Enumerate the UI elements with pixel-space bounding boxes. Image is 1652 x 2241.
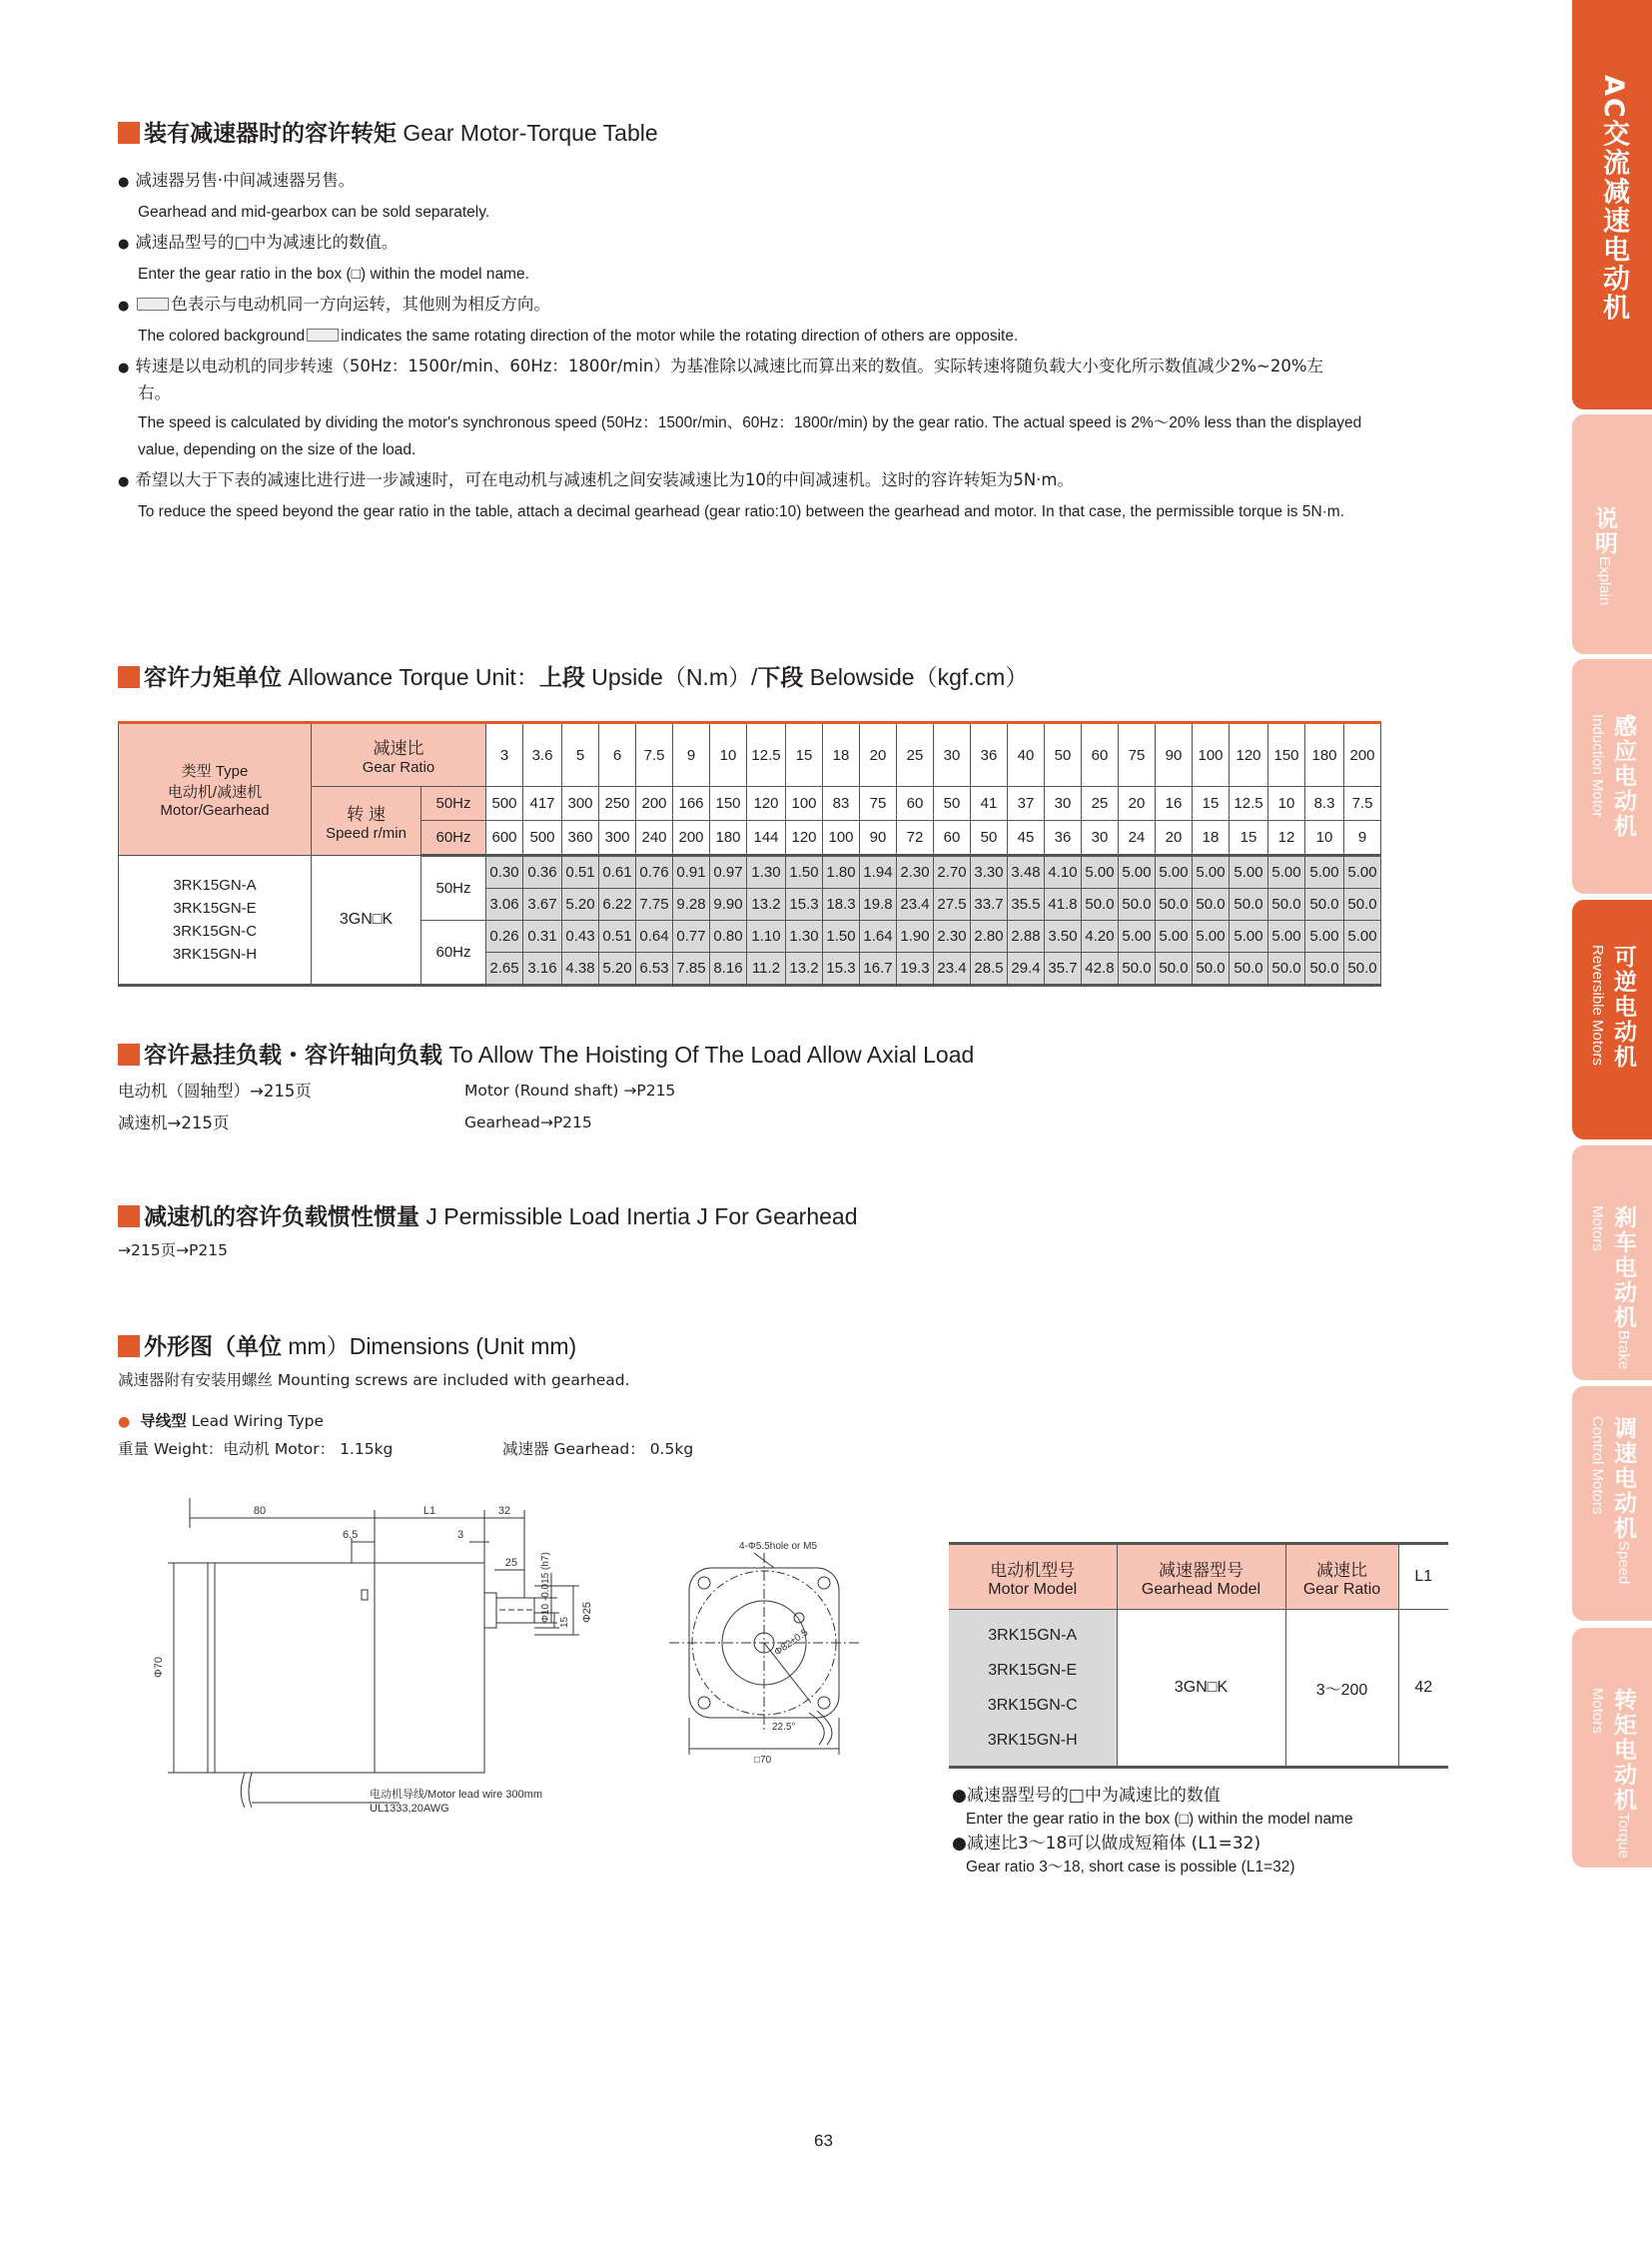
torque-cell: 3.67 [523, 889, 562, 921]
ratio-row [119, 723, 1381, 787]
dimensions-subtitle: 减速器附有安装用螺丝 Mounting screws are included with gearhead. [118, 1371, 630, 1389]
torque-cell: 23.4 [897, 889, 934, 921]
speed-50hz-cell: 15 [1193, 787, 1230, 821]
gear-ratio-cell: 25 [897, 723, 934, 787]
speed-50hz-cell: 37 [1008, 787, 1045, 821]
speed-50hz-cell: 120 [747, 787, 786, 821]
gear-ratio-cell: 120 [1230, 723, 1268, 787]
torque-cell: 5.00 [1156, 921, 1193, 953]
header-motor-model: 电动机型号 Motor Model [949, 1544, 1117, 1610]
front-view-drawing [649, 1533, 879, 1803]
speed-60hz-cell: 300 [599, 821, 636, 856]
speed-60hz-cell: 144 [747, 821, 786, 856]
torque-cell: 2.88 [1008, 921, 1045, 953]
torque-cell: 5.20 [562, 889, 599, 921]
speed-50hz-cell: 12.5 [1230, 787, 1268, 821]
torque-cell: 2.30 [934, 921, 971, 953]
gear-ratio-cell: 200 [1344, 723, 1381, 787]
pcd-label: Φ82±0.5 [772, 1627, 811, 1659]
torque-cell: 50.0 [1156, 889, 1193, 921]
torque-cell: 5.00 [1193, 856, 1230, 889]
speed-50hz-cell: 83 [823, 787, 860, 821]
speed-60hz-cell: 20 [1156, 821, 1193, 856]
side-tab-induction[interactable]: 感应电动机Induction Motor [1572, 659, 1652, 894]
model-note-2: ●减速比3～18可以做成短箱体 (L1=32) [952, 1834, 1261, 1854]
gearhead-model-value: 3GN□K [1117, 1610, 1285, 1768]
type-header: 类型 Type 电动机/减速机 Motor/Gearhead [119, 723, 312, 856]
speed-50hz-cell: 500 [486, 787, 523, 821]
inertia-ref: →215页→P215 [118, 1241, 228, 1259]
load-ref-1-zh: 电动机（圆轴型）→215页 [118, 1082, 312, 1101]
speed-50hz-cell: 25 [1082, 787, 1119, 821]
gear-ratio-cell: 7.5 [636, 723, 673, 787]
speed-60hz-cell: 50 [971, 821, 1008, 856]
torque-cell: 27.5 [934, 889, 971, 921]
dim-3: 3 [457, 1529, 464, 1541]
motor-model-list: 3RK15GN-A 3RK15GN-E 3RK15GN-C 3RK15GN-H [949, 1610, 1117, 1768]
note-4-zh-cont: 右。 [138, 383, 171, 402]
torque-cell: 50.0 [1230, 889, 1268, 921]
torque-cell: 2.80 [971, 921, 1008, 953]
torque-cell: 19.3 [897, 953, 934, 986]
note-4-en-cont: value, depending on the size of the load. [138, 441, 416, 458]
gear-ratio-cell: 5 [562, 723, 599, 787]
torque-cell: 50.0 [1268, 953, 1305, 986]
torque-cell: 2.70 [934, 856, 971, 889]
speed-60hz-cell: 15 [1230, 821, 1268, 856]
torque-cell: 0.43 [562, 921, 599, 953]
dim-phi25: Φ25 [581, 1601, 593, 1623]
speed-60hz-cell: 500 [523, 821, 562, 856]
motor-body [208, 1563, 375, 1773]
speed-60hz-cell: 90 [860, 821, 897, 856]
l1-value: 42 [1398, 1610, 1448, 1768]
gear-ratio-cell: 60 [1082, 723, 1119, 787]
dim-6-5: 6.5 [343, 1529, 359, 1541]
torque-cell: 50.0 [1305, 953, 1344, 986]
side-tab-reversible[interactable]: 可逆电动机Reversible Motors [1572, 900, 1652, 1139]
gear-ratio-cell: 15 [786, 723, 823, 787]
torque-cell: 0.61 [599, 856, 636, 889]
speed-50hz-cell: 200 [636, 787, 673, 821]
gearhead-body [375, 1563, 484, 1773]
torque-cell: 35.7 [1045, 953, 1082, 986]
gear-ratio-cell: 6 [599, 723, 636, 787]
torque-cell: 1.30 [786, 921, 823, 953]
torque-cell: 5.00 [1193, 921, 1230, 953]
torque-cell: 0.77 [673, 921, 710, 953]
speed-60hz-cell: 600 [486, 821, 523, 856]
speed-50hz-cell: 60 [897, 787, 934, 821]
note-1-en: Gearhead and mid-gearbox can be sold separately. [138, 204, 490, 221]
model-list: 3RK15GN-A 3RK15GN-E 3RK15GN-C 3RK15GN-H [119, 856, 312, 986]
hz50-label: 50Hz [421, 856, 486, 921]
torque-cell: 3.06 [486, 889, 523, 921]
note-3-en: The colored background indicates the same rotating direction of the motor while the rotating direction of others are opposite. [138, 328, 1019, 345]
speed-50hz-cell: 8.3 [1305, 787, 1344, 821]
torque-cell: 23.4 [934, 953, 971, 986]
section-marker [118, 1044, 140, 1066]
model-table-header [949, 1544, 1448, 1610]
torque-cell: 4.20 [1082, 921, 1119, 953]
torque-cell: 5.00 [1230, 921, 1268, 953]
section-title-torque: 装有减速器时的容许转矩 Gear Motor-Torque Table [118, 115, 658, 148]
torque-cell: 6.22 [599, 889, 636, 921]
torque-cell: 50.0 [1119, 953, 1156, 986]
torque-cell: 7.75 [636, 889, 673, 921]
speed50-label: 50Hz [421, 787, 486, 821]
speed60-label: 60Hz [421, 821, 486, 856]
gear-ratio-cell: 20 [860, 723, 897, 787]
torque-cell: 18.3 [823, 889, 860, 921]
section-title-load: 容许悬挂负载・容许轴向负载 To Allow The Hoisting Of The Load Allow Axial Load [118, 1037, 974, 1070]
torque-cell: 5.00 [1305, 921, 1344, 953]
speed-60hz-cell: 36 [1045, 821, 1082, 856]
torque-cell: 1.10 [747, 921, 786, 953]
gear-ratio-cell: 36 [971, 723, 1008, 787]
speed-50hz-cell: 20 [1119, 787, 1156, 821]
torque-cell: 1.50 [823, 921, 860, 953]
section-marker [118, 1335, 140, 1357]
torque-cell: 29.4 [1008, 953, 1045, 986]
torque-cell: 28.5 [971, 953, 1008, 986]
torque-cell: 5.00 [1268, 921, 1305, 953]
torque-table [118, 721, 1381, 987]
gear-ratio-cell: 90 [1156, 723, 1193, 787]
torque-cell: 5.00 [1119, 856, 1156, 889]
torque-cell: 0.51 [562, 856, 599, 889]
torque-cell: 4.38 [562, 953, 599, 986]
gear-ratio-cell: 3 [486, 723, 523, 787]
torque-cell: 13.2 [786, 953, 823, 986]
gear-ratio-cell: 10 [710, 723, 747, 787]
torque-cell: 11.2 [747, 953, 786, 986]
speed-50hz-cell: 16 [1156, 787, 1193, 821]
dim-phi70: Φ70 [153, 1656, 165, 1678]
speed-60hz-cell: 45 [1008, 821, 1045, 856]
section-marker [118, 122, 140, 144]
torque-cell: 5.00 [1344, 856, 1381, 889]
torque-cell: 0.26 [486, 921, 523, 953]
torque-cell: 4.10 [1045, 856, 1082, 889]
color-swatch [137, 298, 169, 311]
weight-gearhead: 减速器 Gearhead： 0.5kg [502, 1440, 694, 1458]
torque-cell: 3.30 [971, 856, 1008, 889]
gear-ratio-cell: 12.5 [747, 723, 786, 787]
side-view-drawing [140, 1498, 619, 1815]
speed-50hz-cell: 166 [673, 787, 710, 821]
torque-cell: 2.65 [486, 953, 523, 986]
torque-cell: 15.3 [786, 889, 823, 921]
weight-motor: 重量 Weight：电动机 Motor： 1.15kg [118, 1440, 394, 1458]
square-70-label: □70 [754, 1755, 772, 1766]
note-2-en: Enter the gear ratio in the box (□) within the model name. [138, 266, 529, 283]
gear-ratio-cell: 3.6 [523, 723, 562, 787]
speed-60hz-cell: 18 [1193, 821, 1230, 856]
gear-ratio-cell: 180 [1305, 723, 1344, 787]
section-marker [118, 666, 140, 688]
wire-label: 电动机导线/Motor lead wire 300mm [370, 1789, 542, 1801]
torque-cell: 0.64 [636, 921, 673, 953]
load-ref-2-en: Gearhead→P215 [464, 1114, 592, 1131]
torque-cell: 0.31 [523, 921, 562, 953]
speed-60hz-cell: 180 [710, 821, 747, 856]
speed-60hz-cell: 24 [1119, 821, 1156, 856]
color-swatch [307, 329, 339, 342]
side-tab-speed-control[interactable]: 调速电动机Speed Control Motors [1572, 1386, 1652, 1621]
torque-cell: 50.0 [1193, 953, 1230, 986]
torque-cell: 50.0 [1156, 953, 1193, 986]
torque-cell: 50.0 [1230, 953, 1268, 986]
torque-cell: 1.50 [786, 856, 823, 889]
torque-cell: 5.00 [1082, 856, 1119, 889]
header-gear-ratio: 减速比 Gear Ratio [1285, 1544, 1398, 1610]
speed-50hz-cell: 75 [860, 787, 897, 821]
speed-50hz-cell: 100 [786, 787, 823, 821]
section-marker [118, 1205, 140, 1227]
speed-50hz-cell: 250 [599, 787, 636, 821]
torque-cell: 41.8 [1045, 889, 1082, 921]
dim-phi10: Φ10 -0.015 (h7) [540, 1552, 551, 1623]
side-tab-explain[interactable]: 说明Explain [1572, 414, 1652, 654]
torque-cell: 5.00 [1119, 921, 1156, 953]
gear-ratio-value: 3～200 [1285, 1610, 1398, 1768]
torque-cell: 3.48 [1008, 856, 1045, 889]
dim-80: 80 [253, 1505, 267, 1517]
speed-50hz-cell: 10 [1268, 787, 1305, 821]
speed-60hz-cell: 240 [636, 821, 673, 856]
torque-cell: 9.28 [673, 889, 710, 921]
torque-cell: 1.64 [860, 921, 897, 953]
torque-cell: 0.97 [710, 856, 747, 889]
torque-cell: 6.53 [636, 953, 673, 986]
torque-cell: 13.2 [747, 889, 786, 921]
note-5-en: To reduce the speed beyond the gear ratio in the table, attach a decimal gearhead (gear ratio:10) between the gearhead and motor. In that case, the permissible torque is 5N·m. [138, 503, 1345, 520]
header-l1: L1 [1398, 1544, 1448, 1610]
speed-50hz-cell: 7.5 [1344, 787, 1381, 821]
model-note-2-en: Gear ratio 3～18, short case is possible (L1=32) [966, 1859, 1295, 1875]
torque-cell: 50.0 [1119, 889, 1156, 921]
torque-table-wrap [118, 721, 1381, 987]
angle-label: 22.5° [772, 1722, 796, 1733]
speed-50hz-cell: 41 [971, 787, 1008, 821]
torque-cell: 35.5 [1008, 889, 1045, 921]
torque-cell: 15.3 [823, 953, 860, 986]
gear-ratio-cell: 100 [1193, 723, 1230, 787]
model-table-body [949, 1610, 1448, 1768]
speed-60hz-cell: 100 [823, 821, 860, 856]
torque-cell: 0.51 [599, 921, 636, 953]
speed-60hz-cell: 30 [1082, 821, 1119, 856]
torque-cell: 0.91 [673, 856, 710, 889]
gear-ratio-cell: 50 [1045, 723, 1082, 787]
section-title-dimensions: 外形图（单位 mm）Dimensions (Unit mm) [118, 1328, 576, 1361]
torque-cell: 0.36 [523, 856, 562, 889]
speed-60hz-cell: 120 [786, 821, 823, 856]
speed-60hz-cell: 360 [562, 821, 599, 856]
header-gearhead-model: 减速器型号 Gearhead Model [1117, 1544, 1285, 1610]
torque-cell: 50.0 [1193, 889, 1230, 921]
speed-50hz-cell: 417 [523, 787, 562, 821]
speed-50hz-cell: 50 [934, 787, 971, 821]
wiring-type: ● 导线型 Lead Wiring Type [118, 1412, 324, 1430]
note-4-en: The speed is calculated by dividing the motor's synchronous speed (50Hz：1500r/min、60Hz：1800r/min) by the gear ratio. The actual speed is 2%～20% less than the displayed [138, 414, 1362, 431]
note-4-zh: 转速是以电动机的同步转速（50Hz：1500r/min、60Hz：1800r/min）为基准除以减速比而算出来的数值。实际转速将随负载大小变化所示数值减少2%~20%左 [135, 357, 1324, 375]
torque-cell: 1.94 [860, 856, 897, 889]
speed-60hz-cell: 72 [897, 821, 934, 856]
torque-cell: 5.20 [599, 953, 636, 986]
torque-cell: 50.0 [1268, 889, 1305, 921]
torque-cell: 50.0 [1305, 889, 1344, 921]
speed-60hz-cell: 9 [1344, 821, 1381, 856]
torque-cell: 7.85 [673, 953, 710, 986]
torque-cell: 0.80 [710, 921, 747, 953]
speed-60hz-cell: 60 [934, 821, 971, 856]
torque-cell: 5.00 [1305, 856, 1344, 889]
torque-cell: 5.00 [1268, 856, 1305, 889]
speed-60hz-cell: 200 [673, 821, 710, 856]
torque-cell: 2.30 [897, 856, 934, 889]
gear-ratio-cell: 150 [1268, 723, 1305, 787]
model-table [949, 1542, 1448, 1769]
model-note-1-en: Enter the gear ratio in the box (□) within the model name [966, 1811, 1353, 1828]
note-2-zh: 减速品型号的□中为减速比的数值。 [135, 233, 399, 252]
speed-60hz-cell: 12 [1268, 821, 1305, 856]
torque-cell: 1.80 [823, 856, 860, 889]
torque-cell: 3.16 [523, 953, 562, 986]
model-notes [952, 1784, 1353, 1879]
torque-cell: 1.90 [897, 921, 934, 953]
notes-block: ● 减速器另售·中间减速器另售。 Gearhead and mid-gearbox can be sold separately. ● 减速品型号的□中为减速比的数值。 Enter the gear ratio in the box (□) within the model name. ● 色表示与电动机同一方向运转，其他则为相反方向。 The colored background indicates the same rotating direction of the motor while the rotating direction of others are opposite. ● 转速是以电动机的同步转速（50Hz：1500r/min、60Hz：1800r/min）为基准除以减速比而算出来的数值。实际转速将随负载大小变化所示数值减少2%~20%左 右。 The speed is calculated by dividing the motor's synchronous speed (50Hz：1500r/min、60Hz：1800r/min) by the gear ratio. The actual speed is 2%～20% less than the displayed value, depending on the size of the load. ● 希望以大于下表的减速比进行进一步减速时，可在电动机与减速机之间安装减速比为10的中间减速机。这时的容许转矩为5N·m。 To reduce the speed beyond the gear ratio in the table, attach a decimal gearhead (gear ratio:10) between the gearhead and motor. In that case, the permissible torque is 5N·m. [118, 170, 1456, 522]
torque-cell: 1.30 [747, 856, 786, 889]
torque-cell: 50.0 [1344, 889, 1381, 921]
ratio-header: 减速比 Gear Ratio [312, 723, 486, 787]
gear-ratio-cell: 75 [1119, 723, 1156, 787]
model-note-1: ●减速器型号的□中为减速比的数值 [952, 1786, 1221, 1806]
side-tab-torque[interactable]: 转矩电动机Torque Motors [1572, 1628, 1652, 1868]
torque-cell: 5.00 [1230, 856, 1268, 889]
gear-ratio-cell: 30 [934, 723, 971, 787]
gearhead-model: 3GN□K [312, 856, 421, 986]
torque50-nm-row [119, 856, 1381, 889]
torque-cell: 3.50 [1045, 921, 1082, 953]
torque-cell: 19.8 [860, 889, 897, 921]
torque-cell: 33.7 [971, 889, 1008, 921]
note-1-zh: 减速器另售·中间减速器另售。 [135, 171, 356, 190]
side-tab-ac-motors[interactable]: AC交流减速电动机 [1572, 0, 1652, 409]
speed-60hz-cell: 10 [1305, 821, 1344, 856]
torque-cell: 8.16 [710, 953, 747, 986]
dim-25: 25 [504, 1557, 517, 1569]
hz60-label: 60Hz [421, 921, 486, 986]
model-table-wrap [949, 1542, 1448, 1769]
dim-15: 15 [559, 1616, 570, 1628]
torque-cell: 16.7 [860, 953, 897, 986]
dim-L1: L1 [422, 1505, 436, 1517]
note-3-zh: 色表示与电动机同一方向运转，其他则为相反方向。 [171, 295, 550, 314]
gear-ratio-cell: 18 [823, 723, 860, 787]
speed-50hz-cell: 150 [710, 787, 747, 821]
torque-cell: 50.0 [1082, 889, 1119, 921]
speed-header: 转 速 Speed r/min [312, 787, 421, 856]
load-ref-1-en: Motor (Round shaft) →P215 [464, 1082, 676, 1100]
wire-spec: UL1333,20AWG [370, 1803, 449, 1815]
speed-50hz-cell: 300 [562, 787, 599, 821]
gear-ratio-cell: 40 [1008, 723, 1045, 787]
torque-cell: 5.00 [1156, 856, 1193, 889]
torque-cell: 50.0 [1344, 953, 1381, 986]
page-number: 63 [814, 2131, 833, 2150]
speed-50hz-cell: 30 [1045, 787, 1082, 821]
torque-cell: 0.30 [486, 856, 523, 889]
dim-32: 32 [497, 1505, 511, 1517]
torque-cell: 9.90 [710, 889, 747, 921]
section-title-inertia: 减速机的容许负载惯性惯量 J Permissible Load Inertia J For Gearhead [118, 1198, 857, 1231]
torque-cell: 42.8 [1082, 953, 1119, 986]
torque-cell: 5.00 [1344, 921, 1381, 953]
holes-label: 4-Φ5.5hole or M5 [739, 1541, 818, 1552]
side-tab-brake[interactable]: 刹车电动机Brake Motors [1572, 1145, 1652, 1380]
torque-cell: 0.76 [636, 856, 673, 889]
load-ref-2-zh: 减速机→215页 [118, 1114, 230, 1132]
note-5-zh: 希望以大于下表的减速比进行进一步减速时，可在电动机与减速机之间安装减速比为10的中间减速机。这时的容许转矩为5N·m。 [135, 470, 1074, 489]
gear-ratio-cell: 9 [673, 723, 710, 787]
section-title-allowance: 容许力矩单位 Allowance Torque Unit：上段 Upside（N.m）/下段 Belowside（kgf.cm） [118, 659, 1028, 692]
